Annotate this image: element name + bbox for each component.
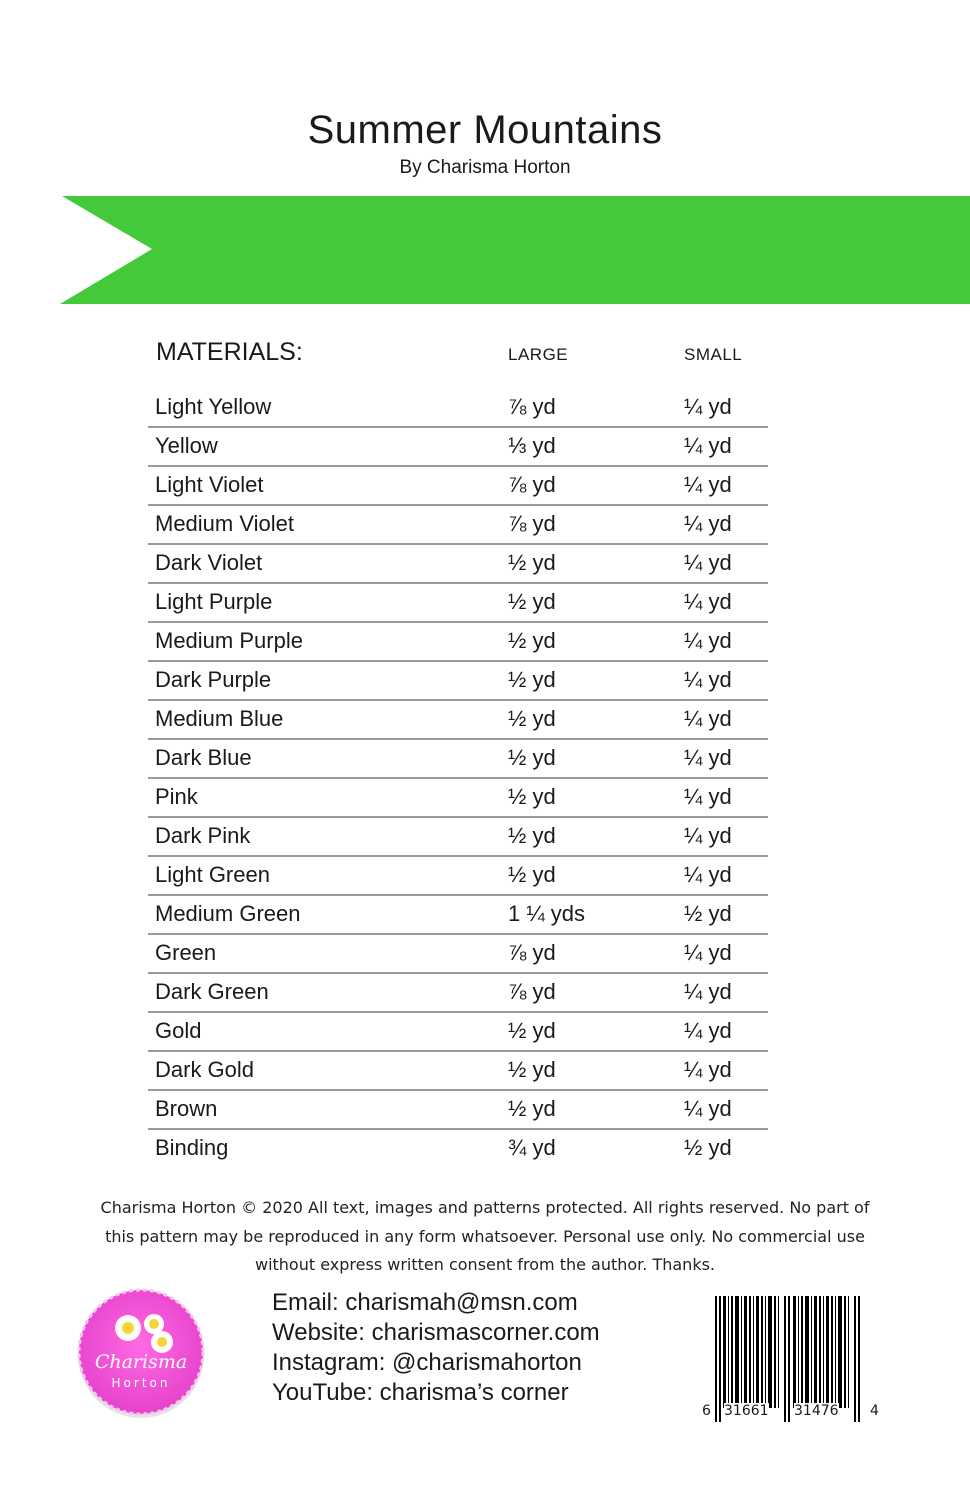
fabric-name: Medium Green — [155, 901, 301, 926]
large-yardage: ½ yd — [508, 1096, 556, 1121]
table-row — [148, 1091, 768, 1130]
large-yardage: ⅞ yd — [508, 394, 556, 419]
contact-instagram: Instagram: @charismahorton — [272, 1349, 582, 1376]
pattern-title: Summer Mountains — [307, 108, 663, 152]
small-yardage: ¼ yd — [684, 979, 732, 1004]
table-row — [148, 662, 768, 701]
large-yardage: ½ yd — [508, 550, 556, 575]
column-header-small: SMALL — [684, 345, 743, 364]
table-row — [148, 545, 768, 584]
small-yardage: ¼ yd — [684, 433, 732, 458]
large-yardage: ⅞ yd — [508, 979, 556, 1004]
small-yardage: ¼ yd — [684, 1057, 732, 1082]
fabric-name: Light Yellow — [155, 394, 272, 419]
small-yardage: ¼ yd — [684, 706, 732, 731]
logo-name-line2: Horton — [111, 1376, 171, 1390]
fabric-name: Dark Gold — [155, 1057, 255, 1082]
fabric-name: Gold — [155, 1018, 202, 1043]
contact-website: Website: charismascorner.com — [272, 1319, 600, 1346]
large-yardage: ⅞ yd — [508, 940, 556, 965]
table-row — [148, 857, 768, 896]
table-row — [148, 623, 768, 662]
materials-table — [148, 389, 768, 1169]
table-row — [148, 1130, 768, 1169]
copyright-notice — [90, 1194, 880, 1280]
table-row — [148, 740, 768, 779]
large-yardage: ½ yd — [508, 862, 556, 887]
copyright-line: Charisma Horton © 2020 All text, images and patterns protected. All rights reserved. No part of — [100, 1198, 870, 1217]
large-yardage: ½ yd — [508, 706, 556, 731]
large-yardage: ⅞ yd — [508, 511, 556, 536]
materials-heading: MATERIALS: — [156, 338, 303, 366]
barcode-digits-left: 31661 — [724, 1403, 769, 1419]
table-row — [148, 584, 768, 623]
barcode-digits-right: 31476 — [794, 1403, 839, 1419]
barcode-digit-check: 4 — [870, 1403, 879, 1419]
contact-youtube: YouTube: charisma’s corner — [272, 1379, 569, 1406]
copyright-line: without express written consent from the author. Thanks. — [254, 1255, 716, 1274]
large-yardage: ½ yd — [508, 667, 556, 692]
small-yardage: ¼ yd — [684, 823, 732, 848]
fabric-name: Dark Purple — [155, 667, 272, 692]
fabric-name: Medium Blue — [155, 706, 284, 731]
table-row — [148, 701, 768, 740]
small-yardage: ¼ yd — [684, 1096, 732, 1121]
small-yardage: ¼ yd — [684, 511, 732, 536]
table-row — [148, 1052, 768, 1091]
barcode-digit-lead: 6 — [702, 1403, 711, 1419]
table-row — [148, 389, 768, 428]
fabric-name: Light Violet — [155, 472, 264, 497]
fabric-name: Medium Violet — [155, 511, 294, 536]
small-yardage: ¼ yd — [684, 745, 732, 770]
contact-info — [272, 1288, 600, 1408]
small-yardage: ¼ yd — [684, 550, 732, 575]
table-row — [148, 467, 768, 506]
table-row — [148, 896, 768, 935]
logo-name-line1: Charisma — [94, 1351, 188, 1373]
author-byline: By Charisma Horton — [399, 157, 571, 178]
small-yardage: ¼ yd — [684, 940, 732, 965]
table-row — [148, 1013, 768, 1052]
large-yardage: ½ yd — [508, 784, 556, 809]
fabric-name: Light Green — [155, 862, 270, 887]
table-row — [148, 779, 768, 818]
small-yardage: ¼ yd — [684, 667, 732, 692]
fabric-name: Medium Purple — [155, 628, 303, 653]
small-yardage: ¼ yd — [684, 472, 732, 497]
small-yardage: ¼ yd — [684, 1018, 732, 1043]
small-yardage: ½ yd — [684, 1135, 732, 1160]
column-header-large: LARGE — [508, 345, 569, 364]
fabric-name: Green — [155, 940, 217, 965]
table-row — [148, 428, 768, 467]
table-row — [148, 818, 768, 857]
large-yardage: ½ yd — [508, 628, 556, 653]
large-yardage: ½ yd — [508, 823, 556, 848]
small-yardage: ¼ yd — [684, 589, 732, 614]
small-yardage: ¼ yd — [684, 784, 732, 809]
table-row — [148, 506, 768, 545]
large-yardage: ½ yd — [508, 1018, 556, 1043]
table-row — [148, 974, 768, 1013]
fabric-name: Dark Blue — [155, 745, 252, 770]
fabric-name: Binding — [155, 1135, 229, 1160]
large-yardage: ½ yd — [508, 1057, 556, 1082]
small-yardage: ¼ yd — [684, 394, 732, 419]
charisma-horton-logo — [74, 1286, 208, 1420]
fabric-name: Dark Pink — [155, 823, 251, 848]
contact-email: Email: charismah@msn.com — [272, 1289, 578, 1316]
small-yardage: ½ yd — [684, 901, 732, 926]
small-yardage: ¼ yd — [684, 628, 732, 653]
large-yardage: ¾ yd — [508, 1135, 556, 1160]
fabric-name: Light Purple — [155, 589, 273, 614]
fabric-name: Yellow — [155, 433, 218, 458]
table-row — [148, 935, 768, 974]
green-banner — [0, 196, 970, 304]
large-yardage: 1 ¼ yds — [508, 901, 586, 926]
fabric-name: Pink — [155, 784, 198, 809]
fabric-name: Dark Green — [155, 979, 269, 1004]
large-yardage: ⅓ yd — [508, 433, 556, 458]
small-yardage: ¼ yd — [684, 862, 732, 887]
copyright-line: this pattern may be reproduced in any form whatsoever. Personal use only. No commercial use — [105, 1226, 865, 1246]
large-yardage: ⅞ yd — [508, 472, 556, 497]
fabric-name: Brown — [155, 1096, 218, 1121]
fabric-name: Dark Violet — [155, 550, 263, 575]
large-yardage: ½ yd — [508, 589, 556, 614]
large-yardage: ½ yd — [508, 745, 556, 770]
